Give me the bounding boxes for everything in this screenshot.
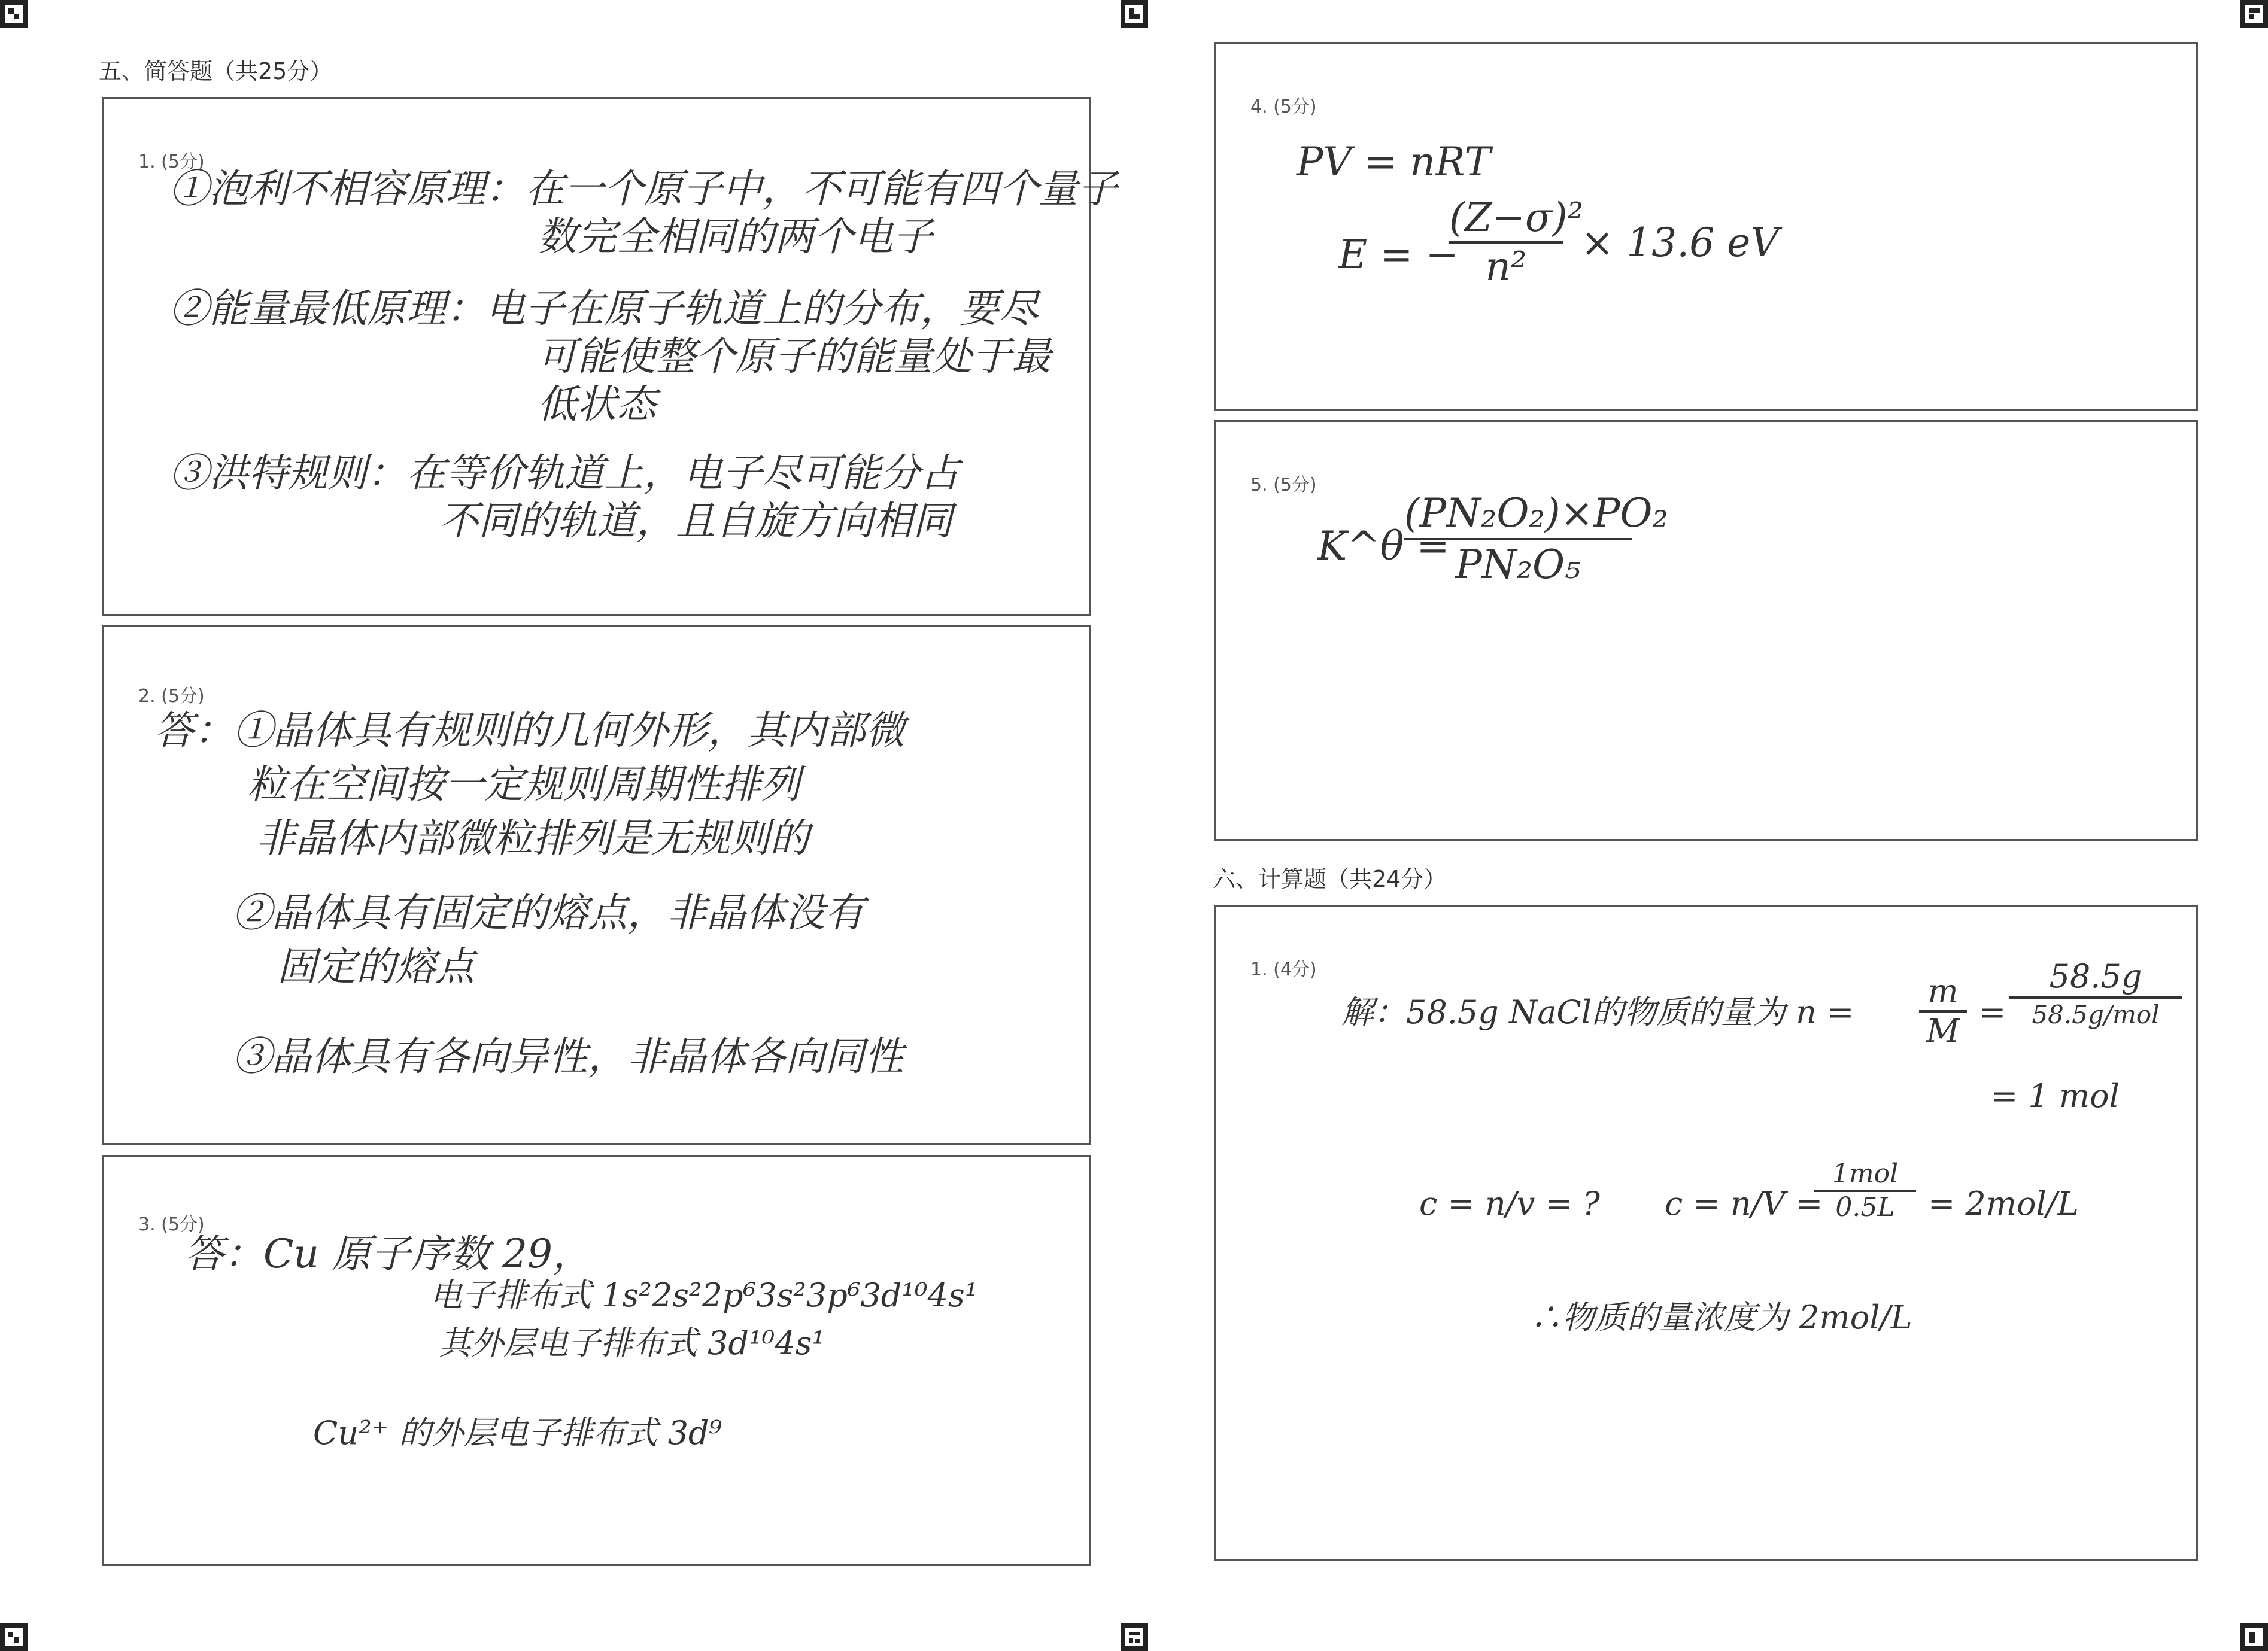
- concentration-fraction: [1814, 1161, 1916, 1221]
- equilibrium-fraction: [1404, 490, 1668, 588]
- registration-marker-bottom-left: [0, 1623, 28, 1651]
- equilibrium-constant-lhs: K^θ =: [1317, 523, 1450, 569]
- fraction-denominator: n²: [1485, 244, 1527, 290]
- fraction-numerator: (Z−σ)²: [1449, 194, 1584, 241]
- handwritten-line: ③洪特规则：在等价轨道上，电子尽可能分占: [169, 450, 960, 496]
- concentration-rhs: = 2mol/L: [1928, 1185, 2079, 1223]
- fraction-numerator: 58.5g: [2049, 957, 2142, 995]
- answer-box-q3[interactable]: [102, 1155, 1091, 1566]
- handwritten-line: ①泡利不相容原理：在一个原子中，不可能有四个量子: [169, 166, 1118, 212]
- handwritten-line: 不同的轨道，且自旋方向相同: [439, 498, 952, 544]
- short-answer-section-title: 五、简答题（共25分）: [99, 58, 333, 84]
- fraction-denominator: M: [1926, 1012, 1960, 1050]
- handwritten-line: 固定的熔点: [277, 944, 475, 990]
- handwritten-line: Cu²⁺ 的外层电子排布式 3d⁹: [313, 1414, 722, 1452]
- question-label: 1. (5分): [138, 151, 205, 172]
- handwritten-line: ②晶体具有固定的熔点，非晶体没有: [232, 890, 864, 936]
- fraction-denominator: 0.5L: [1835, 1192, 1895, 1223]
- question-label: 4. (5分): [1250, 96, 1317, 117]
- question-label: 1. (4分): [1250, 959, 1317, 980]
- handwritten-line: 答：①晶体具有规则的几何外形，其内部微: [154, 707, 905, 753]
- molar-fraction: [1919, 972, 1967, 1050]
- answer-box-q2[interactable]: [102, 625, 1091, 1145]
- answer-box-calc-q1[interactable]: [1214, 905, 2198, 1561]
- fraction-denominator: PN₂O₅: [1455, 542, 1581, 588]
- question-label: 2. (5分): [138, 686, 205, 707]
- fraction-numerator: m: [1927, 972, 1959, 1010]
- handwritten-line: 非晶体内部微粒排列是无规则的: [256, 815, 809, 861]
- handwritten-line: 电子排布式 1s²2s²2p⁶3s²3p⁶3d¹⁰4s¹: [430, 1276, 978, 1314]
- handwritten-line: 其外层电子排布式 3d¹⁰4s¹: [439, 1324, 825, 1362]
- question-label: 5. (5分): [1250, 475, 1317, 495]
- handwritten-line: 低状态: [538, 381, 656, 427]
- handwritten-line: ③晶体具有各向异性，非晶体各向同性: [232, 1033, 904, 1080]
- handwritten-line: c = n/v = ?: [1419, 1185, 1600, 1223]
- answer-box-q4[interactable]: [1214, 42, 2198, 411]
- fraction-numerator: 1mol: [1832, 1159, 1899, 1189]
- handwritten-line: ②能量最低原理：电子在原子轨道上的分布，要尽: [169, 285, 1039, 332]
- registration-marker-top-center: [1121, 0, 1148, 28]
- energy-fraction: [1449, 194, 1584, 290]
- handwritten-line: 解：58.5g NaCl的物质的量为 n =: [1341, 993, 1854, 1031]
- handwritten-line: 答：Cu 原子序数 29，: [184, 1231, 592, 1277]
- energy-equation-rhs: × 13.6 eV: [1581, 220, 1779, 266]
- question-label: 3. (5分): [138, 1214, 205, 1235]
- fraction-denominator: 58.5g/mol: [2032, 1000, 2160, 1029]
- energy-equation-lhs: E = −: [1338, 232, 1459, 278]
- registration-marker-bottom-right: [2240, 1623, 2268, 1651]
- conclusion-line: ∴物质的量浓度为 2mol/L: [1530, 1299, 1912, 1336]
- fraction-numerator: (PN₂O₂)×PO₂: [1404, 490, 1668, 536]
- mass-fraction: [2009, 957, 2182, 1029]
- answer-box-q1[interactable]: [102, 97, 1118, 616]
- equals-sign: =: [1979, 993, 2006, 1031]
- registration-marker-bottom-center: [1121, 1623, 1148, 1651]
- calculation-section-title: 六、计算题（共24分）: [1213, 866, 1447, 892]
- concentration-lhs: c = n/V =: [1665, 1185, 1823, 1223]
- handwritten-line: 数完全相同的两个电子: [538, 214, 933, 260]
- answer-box-q5[interactable]: [1214, 420, 2198, 841]
- handwritten-line: 可能使整个原子的能量处于最: [538, 333, 1051, 379]
- handwritten-line: = 1 mol: [1991, 1077, 2120, 1115]
- ideal-gas-equation: PV = nRT: [1297, 139, 1491, 185]
- handwritten-line: 粒在空间按一定规则周期性排列: [247, 761, 800, 807]
- registration-marker-top-left: [0, 0, 28, 28]
- registration-marker-top-right: [2240, 0, 2268, 28]
